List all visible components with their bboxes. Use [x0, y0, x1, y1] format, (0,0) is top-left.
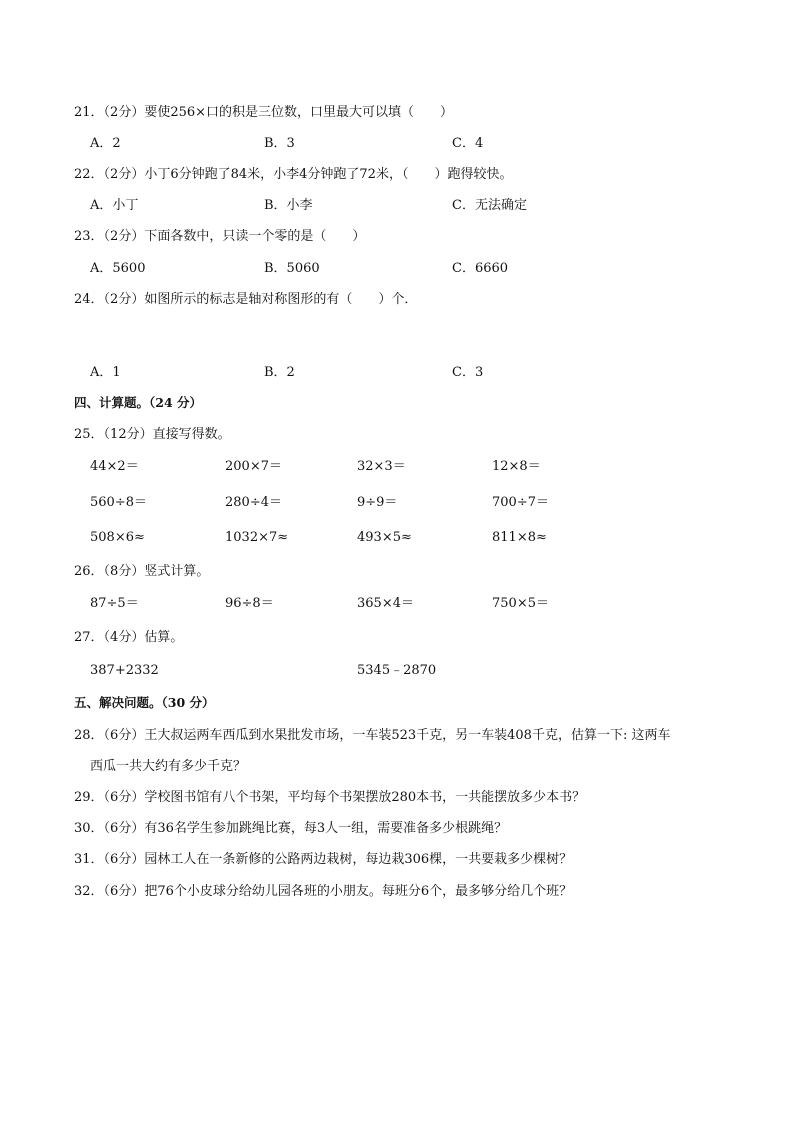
calc-item: 700÷7＝	[492, 495, 549, 510]
option-c: C．6660	[452, 261, 509, 276]
question-31: 31．（6分）园林工人在一条新修的公路两边栽树，每边栽306棵，一共要栽多少棵树？	[74, 852, 573, 867]
question-text: 下面各数中，只读一个零的是（ ）	[144, 229, 366, 244]
calc-item: 493×5≈	[357, 530, 412, 545]
option-a: A．2	[90, 136, 121, 151]
estimate-item: 387+2332	[90, 663, 159, 678]
calc-item: 560÷8＝	[90, 495, 147, 510]
question-score: （2分）	[103, 167, 145, 182]
question-28-line-2: 西瓜一共大约有多少千克？	[90, 759, 247, 774]
question-score: （2分）	[103, 105, 145, 120]
question-text: 如图所示的标志是轴对称图形的有（ ）个．	[144, 292, 418, 307]
question-29: 29．（6分）学校图书馆有八个书架，平均每个书架摆放280本书，一共能摆放多少本书？	[74, 790, 586, 805]
section-title-calculation: 四、计算题。（24 分）	[74, 395, 202, 410]
question-24	[74, 293, 417, 306]
option-a: A．5600	[90, 261, 146, 276]
calc-item: 1032×7≈	[225, 530, 289, 545]
question-22	[74, 168, 512, 181]
estimate-item: 5345﹣2870	[357, 663, 437, 678]
option-c: C．无法确定	[452, 198, 527, 213]
question-text: 小丁6分钟跑了84米，小李4分钟跑了72米，（ ）跑得较快。	[144, 167, 513, 182]
vertical-calc-item: 87÷5＝	[90, 596, 139, 611]
option-b: B．小李	[264, 198, 313, 213]
calc-item: 32×3＝	[357, 459, 406, 474]
calc-item: 200×7＝	[225, 459, 282, 474]
question-text: 要使256×口的积是三位数，口里最大可以填（ ）	[144, 105, 454, 120]
calc-item: 811×8≈	[492, 530, 547, 545]
option-a: A．1	[90, 365, 121, 380]
question-number: 24．	[74, 292, 104, 307]
calc-item: 12×8＝	[492, 459, 541, 474]
section-title-problem-solving: 五、解决问题。（30 分）	[74, 695, 215, 710]
question-21	[74, 106, 453, 119]
question-27-label: 27．（4分）估算。	[74, 630, 184, 645]
question-number: 22．	[74, 167, 104, 182]
question-number: 23．	[74, 229, 104, 244]
option-c: C．4	[452, 136, 484, 151]
vertical-calc-item: 750×5＝	[492, 596, 549, 611]
question-score: （2分）	[103, 229, 145, 244]
calc-item: 9÷9＝	[357, 495, 398, 510]
option-b: B．3	[264, 136, 295, 151]
question-28-line-1: 28．（6分）王大叔运两车西瓜到水果批发市场，一车装523千克，另一车装408千克，估算一下: 这两车	[74, 728, 671, 743]
calc-item: 280÷4＝	[225, 495, 282, 510]
question-30: 30．（6分）有36名学生参加跳绳比赛，每3人一组，需要准备多少根跳绳？	[74, 821, 508, 836]
vertical-calc-item: 96÷8＝	[225, 596, 274, 611]
question-32: 32．（6分）把76个小皮球分给幼儿园各班的小朋友。每班分6个，最多够分给几个班？	[74, 884, 573, 899]
option-b: B．5060	[264, 261, 320, 276]
option-b: B．2	[264, 365, 295, 380]
vertical-calc-item: 365×4＝	[357, 596, 414, 611]
question-25-label: 25．（12分）直接写得数。	[74, 427, 231, 442]
question-number: 21．	[74, 105, 104, 120]
calc-item: 508×6≈	[90, 530, 145, 545]
calc-item: 44×2＝	[90, 459, 139, 474]
option-c: C．3	[452, 365, 484, 380]
question-26-label: 26．（8分）竖式计算。	[74, 564, 210, 579]
question-score: （2分）	[103, 292, 145, 307]
question-23	[74, 230, 365, 243]
option-a: A．小丁	[90, 198, 139, 213]
